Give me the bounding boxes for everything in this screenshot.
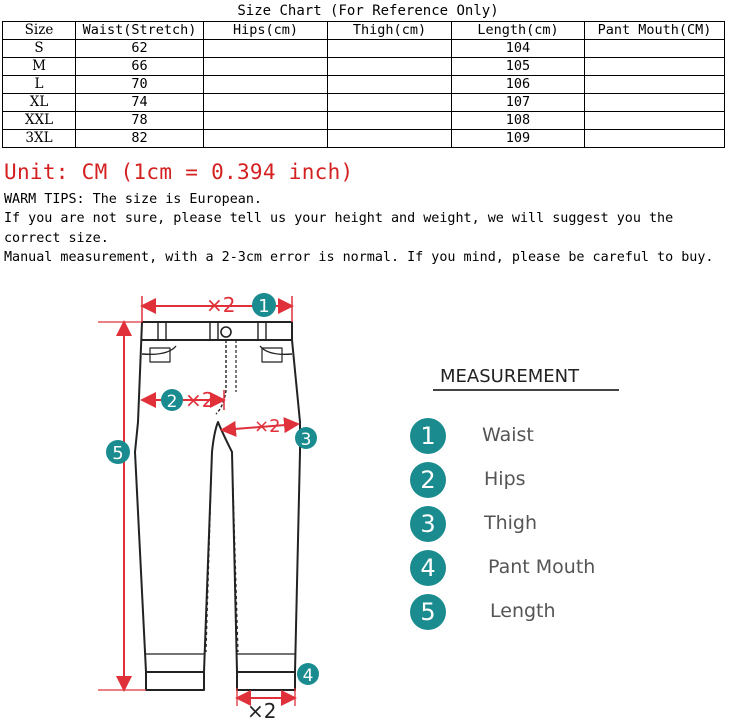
table-row: [3, 58, 725, 76]
cell-length: 107: [452, 94, 585, 112]
header-thigh: Thigh(cm): [328, 22, 452, 40]
legend-item-hips: [410, 462, 670, 498]
cell-length: 104: [452, 40, 585, 58]
legend-item-length: [410, 594, 670, 630]
cell-thigh: [328, 112, 452, 130]
size-chart-title: Size Chart (For Reference Only): [237, 3, 499, 19]
header-hips: Hips(cm): [204, 22, 328, 40]
cell-pant-mouth: [585, 112, 725, 130]
cell-waist: 66: [76, 58, 204, 76]
legend-label: Hips: [484, 468, 526, 490]
tip-line: WARM TIPS: The size is European.: [4, 192, 262, 207]
legend-num-3: 3: [410, 506, 446, 542]
hips-marker: 2: [166, 392, 178, 412]
legend-num-4: 4: [410, 550, 446, 586]
cell-hips: [204, 58, 328, 76]
unit-note: Unit: CM (1cm = 0.394 inch): [4, 160, 354, 184]
header-length: Length(cm): [452, 22, 585, 40]
header-pant-mouth: Pant Mouth(CM): [585, 22, 725, 40]
waist-marker: 1: [258, 296, 270, 317]
cell-length: 109: [452, 130, 585, 148]
cell-size: XL: [3, 94, 76, 112]
cell-pant-mouth: [585, 58, 725, 76]
cell-size: S: [3, 40, 76, 58]
tip-line: If you are not sure, please tell us your height and weight, we will suggest you the correct size.: [4, 211, 674, 246]
cell-waist: 78: [76, 112, 204, 130]
cell-thigh: [328, 76, 452, 94]
cell-thigh: [328, 58, 452, 76]
table-row: [3, 76, 725, 94]
legend-num-2: 2: [410, 462, 446, 498]
table-row: [3, 112, 725, 130]
mouth-marker: 4: [302, 666, 314, 686]
tip-line: Manual measurement, with a 2-3cm error is normal. If you mind, please be careful to buy.: [4, 249, 714, 265]
pants-illustration: [135, 322, 300, 690]
table-row: [3, 94, 725, 112]
header-size: Size: [3, 22, 76, 40]
length-marker: 5: [112, 443, 124, 464]
cell-hips: [204, 130, 328, 148]
cell-hips: [204, 76, 328, 94]
waist-measure: [142, 293, 292, 322]
cell-size: M: [3, 58, 76, 76]
legend-item-pant-mouth: [410, 550, 670, 586]
thigh-mult: ×2: [254, 416, 281, 437]
thigh-marker: 3: [300, 430, 312, 450]
legend-num-1: 1: [410, 418, 446, 454]
cell-pant-mouth: [585, 130, 725, 148]
cell-length: 108: [452, 112, 585, 130]
hips-mult: ×2: [185, 388, 215, 412]
waist-mult: ×2: [206, 293, 236, 317]
cell-thigh: [328, 40, 452, 58]
legend-label: Waist: [482, 424, 534, 446]
table-header-row: [3, 22, 725, 40]
legend-item-waist: [410, 418, 670, 454]
cell-size: XXL: [3, 112, 76, 130]
cell-pant-mouth: [585, 40, 725, 58]
legend-underline: [433, 389, 619, 391]
cell-size: 3XL: [3, 130, 76, 148]
cell-hips: [204, 94, 328, 112]
cell-waist: 74: [76, 94, 204, 112]
size-table: [2, 21, 725, 148]
cell-thigh: [328, 94, 452, 112]
cell-size: L: [3, 76, 76, 94]
cell-thigh: [328, 130, 452, 148]
legend-label: Length: [490, 600, 556, 622]
cell-pant-mouth: [585, 76, 725, 94]
cell-waist: 82: [76, 130, 204, 148]
cell-length: 106: [452, 76, 585, 94]
legend-label: Pant Mouth: [488, 556, 596, 578]
cell-hips: [204, 112, 328, 130]
mouth-mult: ×2: [247, 699, 277, 723]
legend-label: Thigh: [484, 512, 538, 534]
tips-block: [4, 190, 734, 267]
table-row: [3, 130, 725, 148]
cell-waist: 62: [76, 40, 204, 58]
cell-length: 105: [452, 58, 585, 76]
cell-hips: [204, 40, 328, 58]
legend-title: MEASUREMENT: [440, 366, 580, 387]
cell-pant-mouth: [585, 94, 725, 112]
header-waist: Waist(Stretch): [76, 22, 204, 40]
legend-item-thigh: [410, 506, 670, 542]
table-row: [3, 40, 725, 58]
pants-diagram: [0, 282, 736, 728]
cell-waist: 70: [76, 76, 204, 94]
legend-num-5: 5: [410, 594, 446, 630]
